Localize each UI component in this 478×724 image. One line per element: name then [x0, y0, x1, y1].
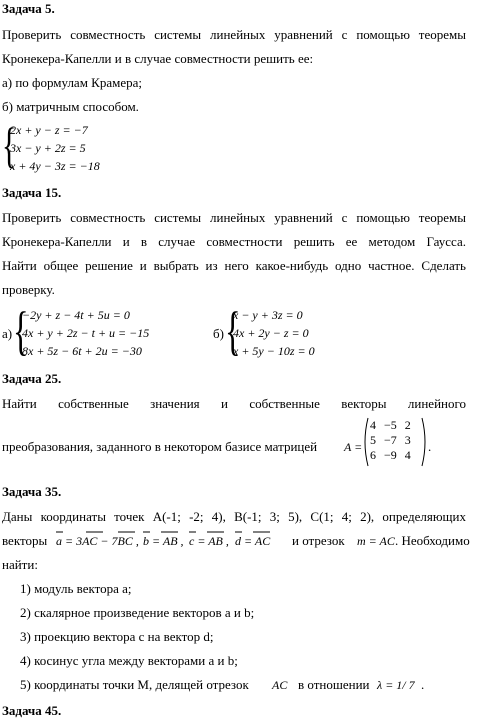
task5-system-brace: {	[2, 117, 17, 173]
task15-systemA-eq3: 8x + 5z − 6t + 2u = −30	[22, 344, 142, 358]
task35-list-item-5-end: .	[421, 677, 425, 692]
task5-eq2: 3x − y + 2z = 5	[10, 141, 86, 155]
task5-item-a: а) по формулам Крамера;	[2, 75, 142, 90]
task5-title: Задача 5.	[2, 1, 55, 16]
matrix-cell: 5	[370, 433, 376, 447]
matrix-cell: 6	[370, 448, 376, 462]
task35-text-line2-suffix: и отрезок	[292, 533, 345, 548]
task35-text-line3: найти:	[2, 557, 38, 572]
matrix-table	[366, 418, 415, 463]
matrix-cell: −5	[384, 418, 397, 432]
task35-text-line2-prefix: векторы	[2, 533, 48, 548]
task35-vector-c: c = AB ,	[189, 534, 229, 548]
task5-text-line2: Кронекера-Капелли и в случае совместности решить ее:	[2, 51, 314, 66]
task15-systemA-brace: {	[13, 301, 29, 361]
task35-segment: m = AC	[357, 534, 395, 548]
task15-systemB-eq1: x − y + 3z = 0	[233, 308, 303, 322]
task5-item-b: б) матричным способом.	[2, 99, 139, 114]
matrix-cell: 2	[404, 418, 411, 432]
matrix-cell: −9	[384, 448, 397, 462]
task5-text-line1: Проверить совместность системы линейных уравнений с помощью теоремы	[2, 27, 466, 42]
task5-eq3: x + 4y − 3z = −18	[10, 159, 100, 173]
task35-vector-a: a = 3AC − 7BC ,	[56, 534, 139, 548]
task15-systemB-brace: {	[225, 301, 241, 361]
task35-list-item-5-mid: в отношении	[298, 677, 370, 692]
task5-eq1: 2x + y − z = −7	[10, 123, 88, 137]
task25-text-line1: Найти собственные значения и собственные векторы линейного	[2, 396, 466, 411]
task15-text-line4: проверку.	[2, 282, 55, 297]
task35-list-item-2: 2) скалярное произведение векторов a и b;	[20, 605, 255, 620]
vector-overlines	[56, 529, 286, 535]
task25-matrix	[362, 416, 434, 468]
task35-vector-b: b = AB ,	[143, 534, 184, 548]
task35-vector-d: d = AC	[235, 534, 271, 548]
task15-systemB-eq3: x + 5y − 10z = 0	[233, 344, 315, 358]
task35-list-item-5-ratio: λ = 1/ 7	[377, 678, 415, 692]
task15-text-line1: Проверить совместность системы линейных уравнений с помощью теоремы	[2, 210, 466, 225]
task15-label-a: а)	[2, 326, 13, 341]
task25-text-line2: преобразования, заданного в некотором базисе матрицей	[2, 439, 318, 454]
task35-text-line2-end: . Необходимо	[395, 533, 470, 548]
task15-systemA-eq2: 4x + y + 2z − t + u = −15	[22, 326, 150, 340]
task25-matrix-name: A =	[344, 440, 363, 454]
task15-systemB-eq2: 4x + 2y − z = 0	[233, 326, 309, 340]
matrix-cell: 3	[404, 433, 411, 447]
task35-list-item-3: 3) проекцию вектора c на вектор d;	[20, 629, 214, 644]
task35-list-item-1: 1) модуль вектора a;	[20, 581, 132, 596]
task35-text-line1: Даны координаты точек A(-1; -2; 4), B(-1; 3; 5), C(1; 4; 2), определяющих	[2, 509, 466, 524]
task25-period: .	[428, 439, 432, 454]
task45-title: Задача 45.	[2, 703, 62, 718]
matrix-cell: 4	[370, 418, 376, 432]
task25-title: Задача 25.	[2, 371, 62, 386]
task15-title: Задача 15.	[2, 185, 62, 200]
task15-text-line2: Кронекера-Капелли и в случае совместности решить ее методом Гаусса.	[2, 234, 466, 249]
task15-systemA-eq1: −2y + z − 4t + 5u = 0	[22, 308, 130, 322]
task35-list-item-5-segment: AC	[272, 678, 288, 692]
matrix-cell: 4	[404, 448, 411, 462]
task35-title: Задача 35.	[2, 484, 62, 499]
task15-text-line3: Найти общее решение и выбрать из него какое-нибудь одно частное. Сделать	[2, 258, 466, 273]
task35-list-item-5-prefix: 5) координаты точки M, делящей отрезок	[20, 677, 249, 692]
task35-list-item-4: 4) косинус угла между векторами a и b;	[20, 653, 238, 668]
matrix-cell: −7	[384, 433, 397, 447]
task15-label-b: б)	[213, 326, 224, 341]
